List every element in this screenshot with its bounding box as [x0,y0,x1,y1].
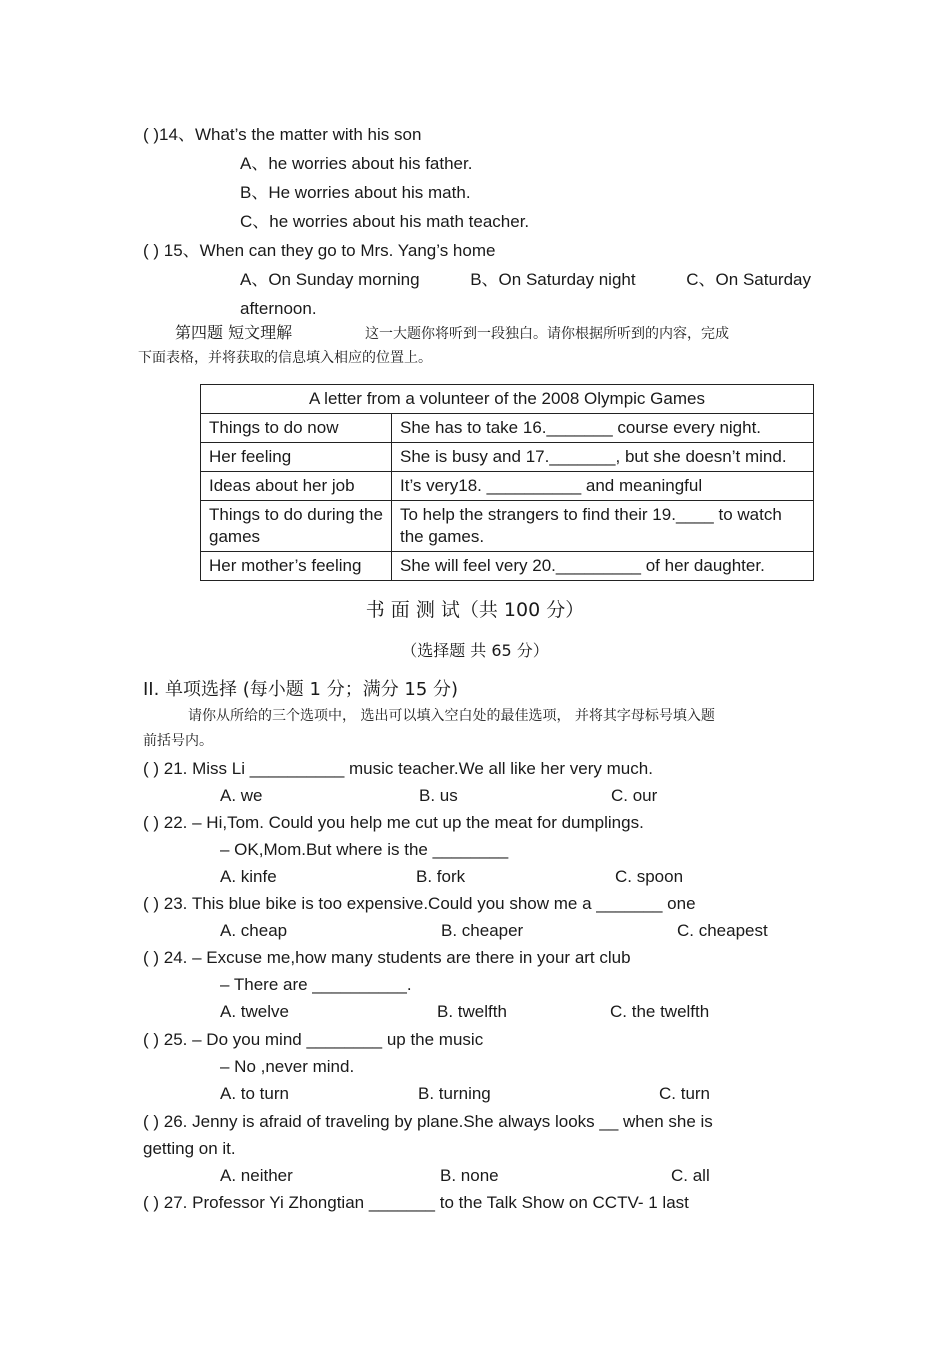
question-23-option-c: C. cheapest [677,921,768,940]
table-row-label: Her feeling [201,443,392,472]
question-26-option-c: C. all [671,1166,710,1185]
question-15-option-b: B、On Saturday night [470,270,636,289]
question-26-option-b: B. none [440,1166,499,1185]
question-24-option-b: B. twelfth [437,1002,507,1021]
question-14-option-a: A、he worries about his father. [240,154,473,173]
question-22-option-a: A. kinfe [220,867,277,886]
section-4-instruction-continued: 下面表格，并将获取的信息填入相应的位置上。 [138,350,432,366]
question-15-option-a: A、On Sunday morning [240,270,420,289]
table-row [201,443,814,472]
question-25-option-a: A. to turn [220,1084,289,1103]
question-21-option-a: A. we [220,786,263,805]
table-row-value: She is busy and 17._______, but she doesn’t mind. [392,443,814,472]
written-test-subtitle: （选择题 共 65 分） [401,641,549,660]
table-row [201,472,814,501]
question-26-stem: ( ) 26. Jenny is afraid of traveling by plane.She always looks __ when she is [143,1112,713,1131]
table-row-value: To help the strangers to find their 19.____ to watch the games. [392,501,814,552]
question-24-option-c: C. the twelfth [610,1002,710,1021]
table-row [201,414,814,443]
question-24-line-2: – There are __________. [220,975,412,994]
question-22-option-b: B. fork [416,867,466,886]
question-25-option-c: C. turn [659,1084,711,1103]
part-2-instruction-continued: 前括号内。 [143,733,213,749]
question-23-option-b: B. cheaper [441,921,524,940]
table-row-value: She will feel very 20._________ of her daughter. [392,552,814,581]
table-title: A letter from a volunteer of the 2008 Olympic Games [201,385,814,414]
table-row-label: Her mother’s feeling [201,552,392,581]
question-14-option-b: B、He worries about his math. [240,183,471,202]
question-21-stem: ( ) 21. Miss Li __________ music teacher.We all like her very much. [143,759,653,778]
question-23-option-a: A. cheap [220,921,288,940]
question-22-line-2: – OK,Mom.But where is the ________ [220,840,509,859]
table-row-label: Things to do now [201,414,392,443]
part-2-heading: II. 单项选择 (每小题 1 分；满分 15 分) [143,679,459,700]
table-row-value: She has to take 16._______ course every night. [392,414,814,443]
question-25-stem: ( ) 25. – Do you mind ________ up the music [143,1030,484,1049]
question-23-stem: ( ) 23. This blue bike is too expensive.Could you show me a _______ one [143,894,696,913]
table-row-label: Things to do during the games [201,501,392,552]
question-25-line-2: – No ,never mind. [220,1057,355,1076]
question-25-option-b: B. turning [418,1084,491,1103]
table-row [201,501,814,552]
question-15-option-c-continued: afternoon. [240,299,317,318]
question-27-stem: ( ) 27. Professor Yi Zhongtian _______ to the Talk Show on CCTV- 1 last [143,1193,689,1212]
question-24-stem: ( ) 24. – Excuse me,how many students are there in your art club [143,948,631,967]
question-21-option-c: C. our [611,786,658,805]
table-row-label: Ideas about her job [201,472,392,501]
question-14-option-c: C、he worries about his math teacher. [240,212,530,231]
question-22-stem: ( ) 22. – Hi,Tom. Could you help me cut up the meat for dumplings. [143,813,644,832]
table-row [201,552,814,581]
info-table [200,384,814,581]
question-26-option-a: A. neither [220,1166,293,1185]
section-4-instruction: 这一大题你将听到一段独白。请你根据所听到的内容，完成 [365,326,729,342]
part-2-instruction: 请你从所给的三个选项中， 选出可以填入空白处的最佳选项， 并将其字母标号填入题 [188,708,715,724]
question-15-option-c: C、On Saturday [686,270,811,289]
question-14-stem: ( )14、What’s the matter with his son [143,125,422,144]
question-21-option-b: B. us [419,786,458,805]
written-test-title: 书 面 测 试（共 100 分） [365,599,585,621]
question-24-option-a: A. twelve [220,1002,289,1021]
table-row-value: It’s very18. __________ and meaningful [392,472,814,501]
question-15-options [240,270,811,290]
section-4-title: 第四题 短文理解 [175,323,293,342]
question-15-stem: ( ) 15、When can they go to Mrs. Yang’s home [143,241,496,260]
question-22-option-c: C. spoon [615,867,684,886]
question-26-line-2: getting on it. [143,1139,236,1158]
